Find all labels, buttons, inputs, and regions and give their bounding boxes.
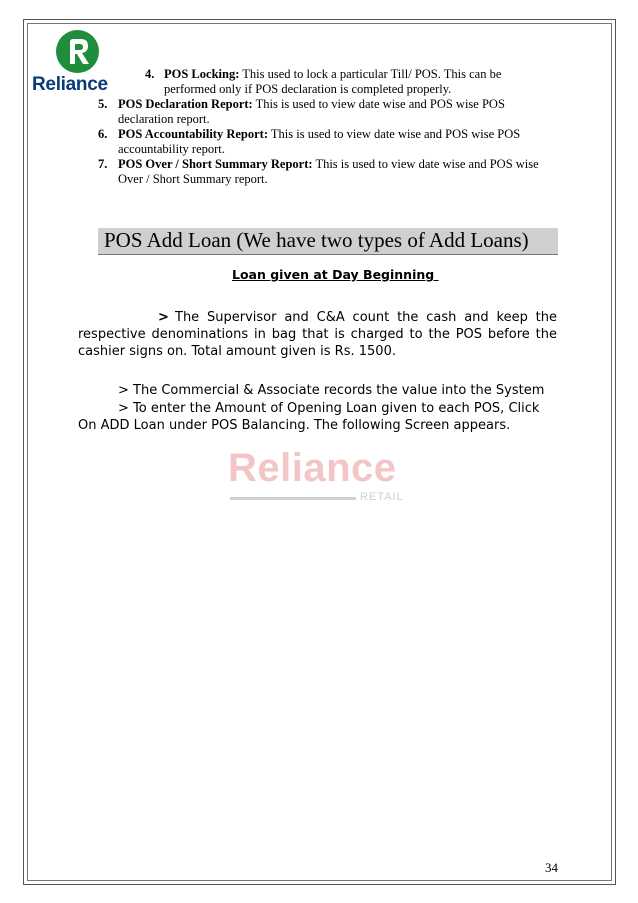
list-text-line1: This is used to view date wise and POS wise — [312, 157, 539, 171]
paragraph-line: > The Commercial & Associate records the value into the System — [118, 383, 545, 398]
paragraph-line: cashier signs on. Total amount given is Rs. 1500. — [78, 344, 396, 359]
list-text-line2: performed only if POS declaration is completed properly. — [164, 82, 452, 96]
list-text-line1: This is used to view date wise and POS wise POS — [268, 127, 521, 141]
list-text-line2: Over / Short Summary report. — [118, 172, 268, 186]
list-number: 7. — [98, 157, 108, 171]
watermark-rule — [230, 497, 356, 500]
reliance-logo-wordmark: Reliance — [32, 74, 108, 95]
list-text-line1: This is used to view date wise and POS wise POS — [252, 97, 505, 111]
list-number: 5. — [98, 97, 108, 111]
watermark-wordmark: Reliance — [228, 446, 397, 490]
arrow-marker: > — [158, 310, 169, 325]
list-term: POS Over / Short Summary Report: — [118, 157, 313, 171]
reliance-retail-watermark — [228, 446, 418, 508]
section-heading-bar — [98, 228, 558, 255]
reliance-logo-emblem — [56, 30, 99, 73]
paragraph-line: > To enter the Amount of Opening Loan given to each POS, Click — [118, 401, 540, 416]
paragraph-line — [78, 327, 557, 342]
list-text-line2: accountability report. — [118, 142, 225, 156]
list-text-line1: This used to lock a particular Till/ POS. This can be — [239, 67, 502, 81]
list-text — [118, 127, 520, 142]
paragraph-text: respective denominations in bag that is charged to the POS before the — [78, 327, 557, 342]
list-term: POS Accountability Report: — [118, 127, 268, 141]
list-term: POS Locking: — [164, 67, 240, 81]
paragraph-line: On ADD Loan under POS Balancing. The following Screen appears. — [78, 418, 511, 433]
list-text — [118, 157, 539, 172]
list-text — [118, 97, 505, 112]
list-term: POS Declaration Report: — [118, 97, 253, 111]
list-number: 6. — [98, 127, 108, 141]
section-heading: POS Add Loan (We have two types of Add Loans) — [104, 228, 529, 252]
paragraph-text: The Supervisor and C&A count the cash and keep the — [175, 310, 557, 325]
list-number: 4. — [145, 67, 155, 81]
list-text — [164, 67, 501, 82]
subheading: Loan given at Day Beginning — [232, 267, 439, 282]
watermark-subtext: RETAIL — [360, 491, 404, 503]
reliance-logo — [32, 30, 118, 96]
list-text-line2: declaration report. — [118, 112, 210, 126]
page-number: 34 — [545, 860, 558, 875]
